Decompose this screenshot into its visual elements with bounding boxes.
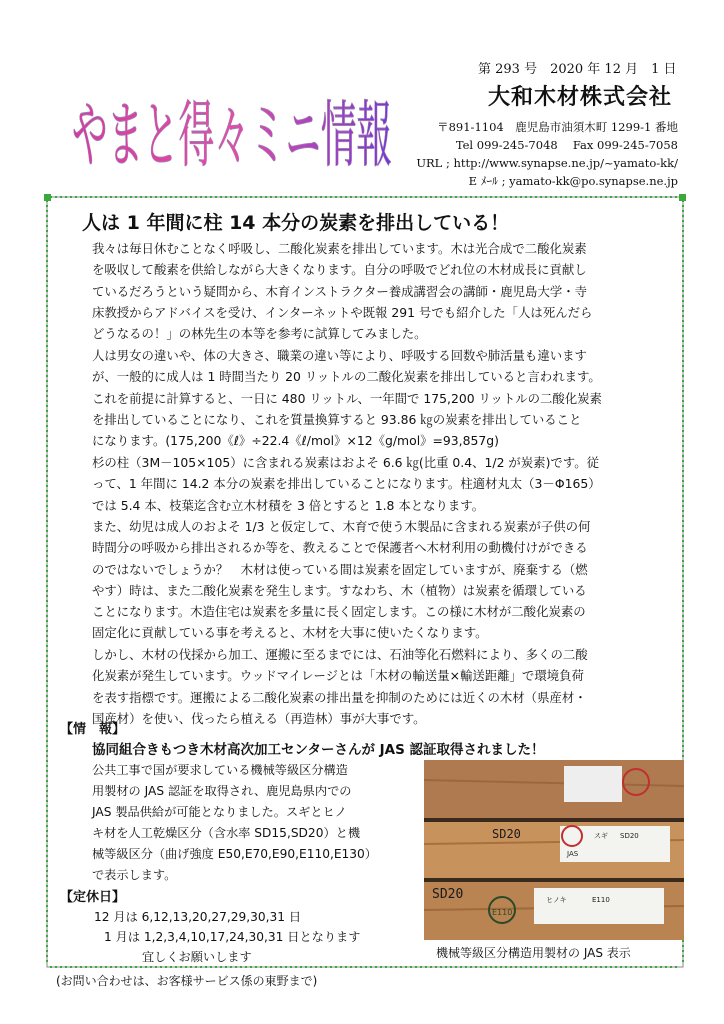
info-label: 【情 報】 — [60, 722, 126, 737]
email-address[interactable]: E ﾒｰﾙ ; yamato-kk@po.synapse.ne.jp — [468, 174, 678, 188]
company-name: 大和木材株式会社 — [488, 85, 673, 110]
photo-sd20-top: SD20 — [492, 827, 521, 841]
footer-contact: (お問い合わせは、お客様サービス係の東野まで) — [56, 974, 318, 988]
photo-jas-mark: JAS — [567, 850, 579, 858]
holiday-january: 1 月は 1,2,3,4,10,17,24,30,31 日となります — [104, 930, 361, 944]
info-body: 公共工事で国が要求している機械等級区分構造 用製材の JAS 認証を取得され、鹿児島県内での JAS 製品供給が可能となりました。スギとヒノ キ材を人工乾燥区分（含水率 SD15,SD20）と機 械等級区分（曲げ強度 E50,E70,E90,E110,E130） で表示します。 — [92, 763, 377, 882]
article-title: 人は 1 年間に柱 14 本分の炭素を排出している！ — [82, 212, 510, 234]
photo-e110-label: E110 — [592, 896, 610, 904]
paragraph-4: また、幼児は成人のおよそ 1/3 と仮定して、木育で使う木製品に含まれる炭素が子供の何 時間分の呼吸から排出されるか等を、教えることで保護者へ木材利用の動機付けができる のではないでしょうか？ 木材は使っている間は炭素を固定していますが、廃棄する（燃 やす）時は、また二酸化炭素を発生します。すなわち、木（植物）は炭素を循環している ことになります。木造住宅は炭素を多量に長く固定します。この様に木材が二酸化炭素の 固定化に貢献している事を考えると、木材を大事に使いたくなります。 — [92, 519, 591, 641]
website-url[interactable]: URL ; http://www.synapse.ne.jp/~yamato-kk/ — [416, 156, 678, 170]
holiday-closing: 宜しくお願いします — [142, 950, 252, 964]
photo-hinoki: ヒノキ — [546, 896, 567, 904]
photo-sugi: スギ — [594, 832, 608, 840]
paragraph-3: 杉の柱（3M－105×105）に含まれる炭素はおよそ 6.6 ㎏(比重 0.4、1/2 が炭素)です。従 って、1 年間に 14.2 本分の炭素を排出していることになります。柱適材丸太（3－Φ165） では 5.4 本、枝葉迄含む立木材積を 3 倍とすると 1.8 本となります。 — [92, 455, 601, 513]
photo-sd20-bottom: SD20 — [432, 887, 464, 902]
holiday-label: 【定休日】 — [60, 890, 126, 905]
photo-sd20-label: SD20 — [620, 832, 639, 840]
photo-e110-stamp: E110 — [492, 908, 513, 917]
photo-caption: 機械等級区分構造用製材の JAS 表示 — [436, 946, 631, 960]
holiday-december: 12 月は 6,12,13,20,27,29,30,31 日 — [94, 910, 302, 924]
jas-timber-photo — [424, 760, 684, 940]
info-headline: 協同組合きもつき木材高次加工センターさんが JAS 認証取得されました！ — [92, 742, 545, 758]
issue-info: 第 293 号 2020 年 12 月 1 日 — [478, 62, 677, 77]
phone-fax: Tel 099-245-7048 Fax 099-245-7058 — [455, 138, 678, 152]
paragraph-1: 我々は毎日休むことなく呼吸し、二酸化炭素を排出しています。木は光合成で二酸化炭素 を吸収して酸素を供給しながら大きくなります。自分の呼吸でどれ位の木材成長に貢献し ているだろうという疑問から、木育インストラクター養成講習会の講師・鹿児島大学・寺 床教授からアドバイスを受け、インターネットや既報 291 号でも紹介した「人は死んだら どうなるの！」の林先生の本等を参考に試算してみました。 — [92, 241, 593, 342]
address: 〒891-1104 鹿児島市油須木町 1299-1 番地 — [437, 120, 678, 134]
newsletter-logo — [68, 52, 398, 192]
paragraph-2: 人は男女の違いや、体の大きさ、職業の違い等により、呼吸する回数や肺活量も違います が、一般的に成人は 1 時間当たり 20 リットルの二酸化炭素を排出していると言われます。 これを前提に計算すると、一日に 480 リットル、一年間で 175,200 リットルの二酸化炭素 を排出していることになり、これを質量換算すると 93.86 ㎏の炭素を排出していること になります。(175,200《ℓ》÷22.4《ℓ/mol》×12《g/mol》=93,857g) — [92, 348, 602, 449]
paragraph-5: しかし、木材の伐採から加工、運搬に至るまでには、石油等化石燃料により、多くの二酸 化炭素が発生しています。ウッドマイレージとは「木材の輸送量×輸送距離」で環境負荷 を表す指標です。運搬による二酸化炭素の排出量を抑制のためには近くの木材（県産材・ 国産材）を使い、伐ったら植える（再造林）事が大事です。 — [92, 647, 588, 726]
logo-text: やまと得々ミニ情報 — [72, 93, 392, 177]
